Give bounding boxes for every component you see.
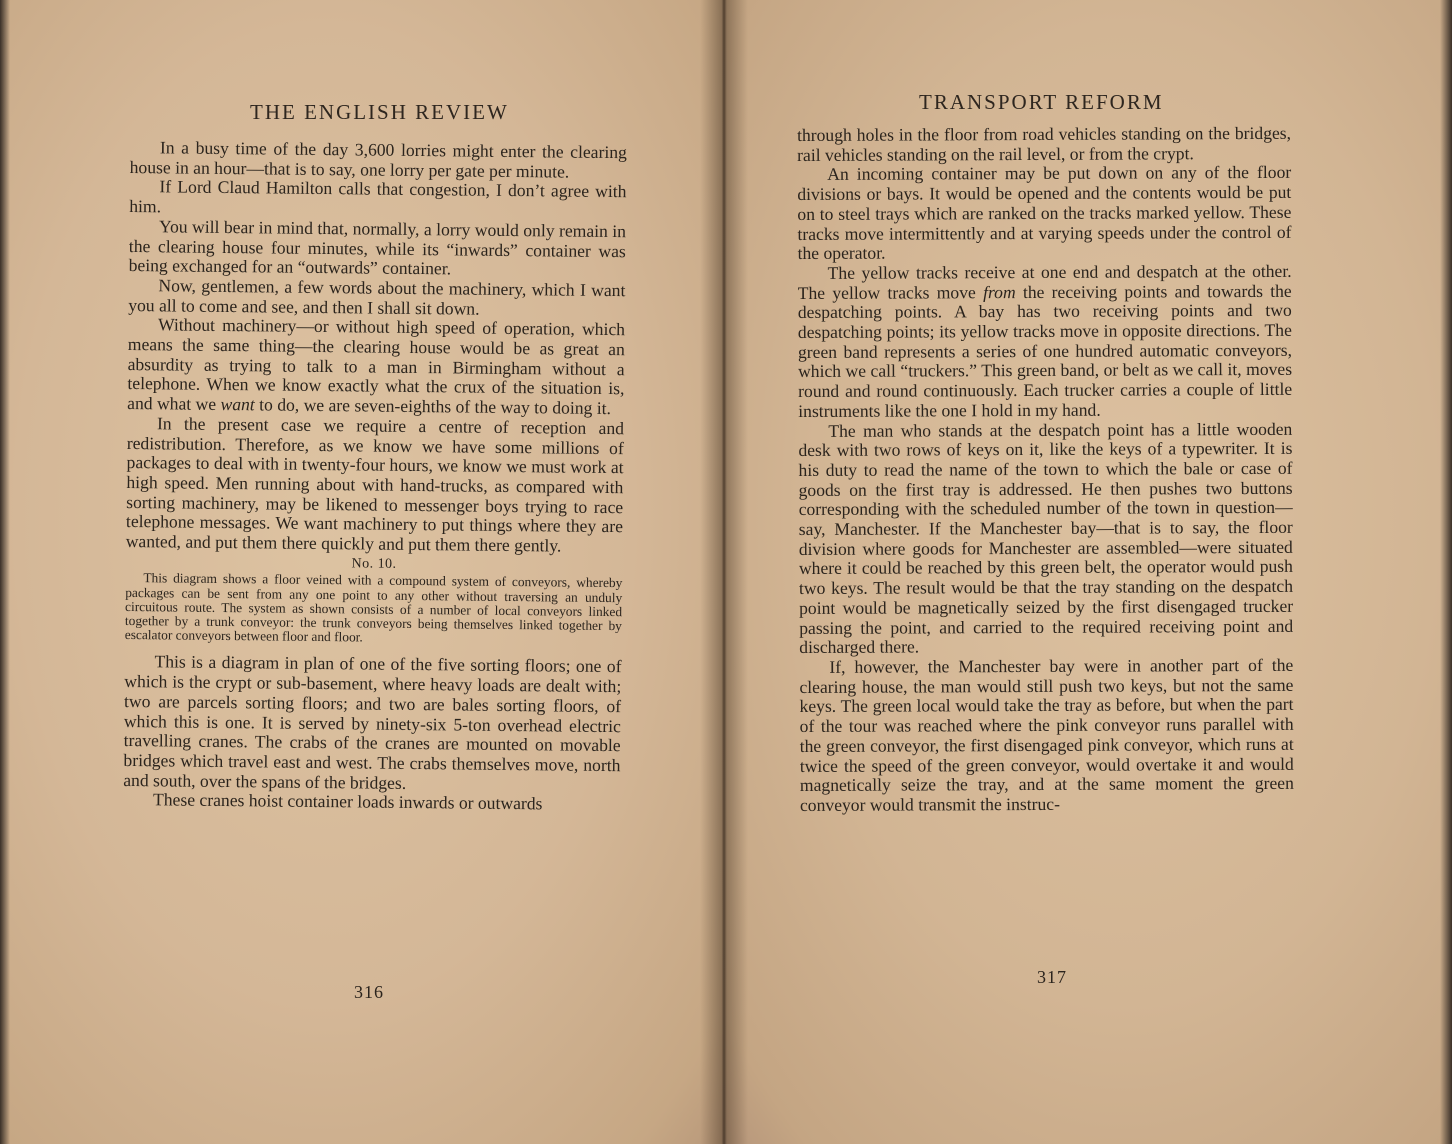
right-page-text: [797, 124, 1294, 816]
paragraph: In a busy time of the day 3,600 lorries might enter the clearing house in an hour—that is to say, one lorry per gate per minute.: [129, 137, 627, 182]
paragraph: If Lord Claud Hamilton calls that congestion, I don’t agree with him.: [129, 176, 627, 217]
paragraph: [127, 315, 625, 419]
left-page-number: 316: [354, 982, 384, 1002]
paragraph: This is a diagram in plan of one of the five sorting floors; one of which is the crypt or sub-basement, where heavy loads are dealt with; two are parcels sorting floors; and two are bales sorting floors, of which this is one. It is served by ninety-six 5-ton overhead electric travelling cranes. The crabs of the cranes are mounted on movable bridges which travel east and west. The crabs themselves move, north and south, over the spans of the bridges.: [123, 651, 622, 793]
paragraph: through holes in the floor from road vehicles standing on the bridges, rail vehicles standing on the rail level, or from the crypt.: [796, 122, 1292, 165]
left-page-text: [123, 138, 627, 815]
paragraph: [798, 262, 1293, 422]
paragraph: These cranes hoist container loads inwards or outwards: [152, 789, 543, 814]
paragraph: Now, gentlemen, a few words about the machinery, which I want you all to come and see, and then I shall sit down.: [128, 275, 626, 319]
left-page-edge: [0, 0, 10, 1144]
paragraph-text: the receiving points and towards the despatching points. A bay has two receiving points and two despatching points; its yellow tracks move in opposite directions. The green band represents a series of one hundred automatic conveyors, which we call “truckers.” This green band, or belt as we call it, moves round and round continuously. Each trucker carries a couple of little instruments like the one I hold in my hand.: [797, 280, 1293, 421]
paragraph: In the present case we require a centre of reception and redistribution. Therefore, as we know we have some millions of packages to deal with in twenty-four hours, we know we must work at high speed. Men running about with hand-trucks, as compared with sorting machinery, may be likened to messenger boys trying to race telephone messages. We want machinery to put things where they are wanted, and put them there quickly and put them there gently.: [125, 413, 625, 556]
right-page-edge: [1440, 0, 1452, 1144]
paragraph-text: to do, we are seven-eighths of the way to doing it.: [259, 394, 612, 419]
left-running-head: THE ENGLISH REVIEW: [250, 100, 509, 124]
paragraph: An incoming container may be put down on any of the floor divisions or bays. It would be opened and the contents would be put on to steel trays which are ranked on the tracks marked yellow. These tracks move intermittently and at varying speeds under the control of the operator.: [797, 162, 1292, 264]
right-page: [722, 0, 1452, 1144]
right-page-number: 317: [1037, 967, 1067, 987]
book-gutter: [700, 0, 748, 1144]
left-page: [0, 0, 722, 1144]
paragraph: You will bear in mind that, normally, a lorry would only remain in the clearing house four minutes, while its “inwards” container was being exchanged for an “outwards” container.: [128, 216, 627, 279]
figure-caption: This diagram shows a floor veined with a compound system of conveyors, whereby packages can be sent from any one point to any other without traversing an unduly circuitous route. The system as shown consists of a number of local conveyors linked together by a trunk conveyor: the trunk conveyors being themselves linked together by escalator conveyors between floor and floor.: [124, 570, 623, 645]
paragraph-text: Without machinery—or without high speed of operation, which means the same thing—the clearing house would be as great an absurdity as trying to talk to a man in Birmingham without a telephone. When we know exactly what the crux of the situation is, and what we: [127, 314, 626, 415]
paragraph-text: The yellow tracks receive at one end and despatch at the other. The yellow tracks move: [797, 260, 1292, 303]
italic-word: from: [983, 281, 1016, 302]
italic-word: want: [220, 394, 255, 415]
paragraph: If, however, the Manchester bay were in another part of the clearing house, the man would still push two keys, but not the same keys. The green local would take the tray as before, but when the part of the tour was reached where the pink conveyor runs parallel with the green conveyor, the first disengaged pink conveyor, which runs at twice the speed of the green conveyor, would overtake it and would magnetically seize the tray, and at the same moment the green conveyor would transmit the instruc-: [799, 654, 1294, 815]
paragraph: The man who stands at the despatch point has a little wooden desk with two rows of keys on it, like the keys of a typewriter. It is his duty to read the name of the town to which the bale or case of goods on the first tray is addressed. He then pushes two buttons corresponding with the scheduled number of the town in question—say, Manchester. If the Manchester bay—that is to say, the floor division where goods for Manchester are assembled—were situated where it could be reached by this green belt, the operator would push two keys. The result would be that the tray standing on the despatch point would be magnetically seized by the first disengaged trucker passing the point, and carried to the required receiving point and discharged there.: [798, 418, 1294, 658]
figure-caption-title: No. 10.: [351, 556, 397, 572]
right-running-head: TRANSPORT REFORM: [919, 90, 1164, 114]
